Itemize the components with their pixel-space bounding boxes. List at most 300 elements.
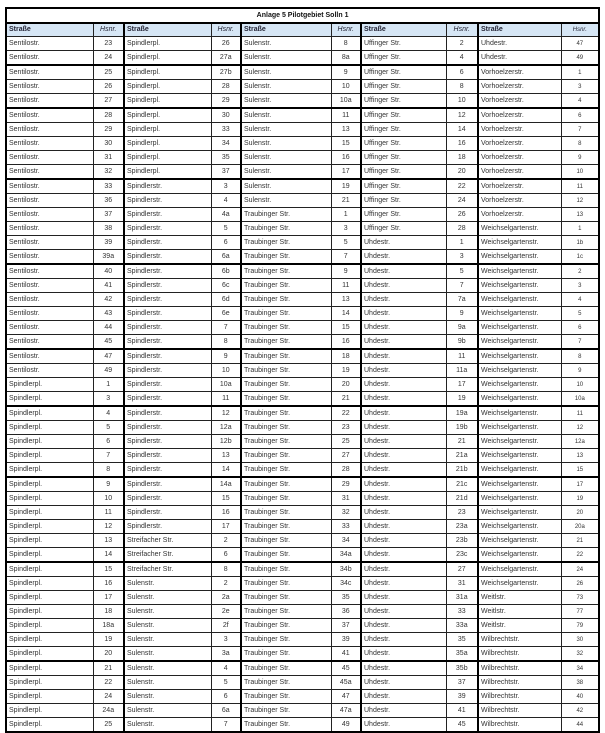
street-cell: Uffinger Str. (361, 165, 446, 180)
table-row (6, 321, 599, 335)
house-number-cell: 12 (561, 421, 599, 435)
street-cell: Traubinger Str. (241, 718, 331, 733)
street-cell: Vorhoelzerstr. (478, 65, 561, 80)
house-number-cell: 21c (446, 477, 478, 492)
table-row (6, 392, 599, 407)
house-number-cell: 6 (211, 690, 241, 704)
street-cell: Spindlerstr. (124, 406, 211, 421)
house-number-cell: 18 (331, 349, 361, 364)
street-cell: Spindlerpl. (6, 421, 93, 435)
street-cell: Uhdestr. (361, 562, 446, 577)
street-cell: Spindlerpl. (6, 406, 93, 421)
house-number-cell: 42 (93, 293, 124, 307)
street-cell: Uhdestr. (361, 506, 446, 520)
street-cell: Spindlerstr. (124, 392, 211, 407)
street-cell: Weichselgartenstr. (478, 534, 561, 548)
table-row (6, 690, 599, 704)
street-cell: Uffinger Str. (361, 37, 446, 51)
house-number-cell: 8 (93, 463, 124, 478)
house-number-cell: 14 (93, 548, 124, 563)
house-number-cell: 37 (331, 619, 361, 633)
street-cell: Spindlerpl. (6, 577, 93, 591)
table-row (6, 279, 599, 293)
street-cell: Traubinger Str. (241, 421, 331, 435)
street-cell: Spindlerstr. (124, 349, 211, 364)
street-cell: Spindlerstr. (124, 378, 211, 392)
house-number-cell: 16 (331, 151, 361, 165)
house-number-cell: 20 (93, 647, 124, 662)
street-cell: Spindlerpl. (124, 94, 211, 109)
street-cell: Sentilostr. (6, 208, 93, 222)
house-number-cell: 30 (93, 137, 124, 151)
house-number-cell: 27 (93, 94, 124, 109)
street-cell: Sulenstr. (124, 661, 211, 676)
header-number: Hsnr. (561, 23, 599, 37)
house-number-cell: 32 (93, 165, 124, 180)
table-row (6, 236, 599, 250)
house-number-cell: 2 (211, 577, 241, 591)
table-row (6, 619, 599, 633)
street-cell: Sulenstr. (124, 605, 211, 619)
street-cell: Spindlerstr. (124, 335, 211, 350)
house-number-cell: 45 (93, 335, 124, 350)
street-cell: Spindlerpl. (124, 137, 211, 151)
street-cell: Spindlerpl. (6, 661, 93, 676)
house-number-cell: 35b (446, 661, 478, 676)
house-number-cell: 12 (561, 194, 599, 208)
table-row (6, 435, 599, 449)
street-cell: Traubinger Str. (241, 293, 331, 307)
street-cell: Weichselgartenstr. (478, 520, 561, 534)
street-cell: Vorhoelzerstr. (478, 94, 561, 109)
header-number: Hsnr. (93, 23, 124, 37)
street-cell: Traubinger Str. (241, 548, 331, 563)
house-number-cell: 9a (446, 321, 478, 335)
house-number-cell: 11 (93, 506, 124, 520)
house-number-cell: 19 (561, 492, 599, 506)
house-number-cell: 9 (331, 65, 361, 80)
house-number-cell: 36 (331, 605, 361, 619)
house-number-cell: 9 (561, 364, 599, 378)
street-cell: Vorhoelzerstr. (478, 137, 561, 151)
street-cell: Uhdestr. (361, 577, 446, 591)
street-cell: Sentilostr. (6, 179, 93, 194)
table-row (6, 179, 599, 194)
street-cell: Traubinger Str. (241, 378, 331, 392)
house-number-cell: 5 (211, 676, 241, 690)
street-cell: Spindlerpl. (124, 165, 211, 180)
house-number-cell: 4 (211, 661, 241, 676)
street-cell: Spindlerstr. (124, 506, 211, 520)
house-number-cell: 9 (446, 307, 478, 321)
street-cell: Traubinger Str. (241, 250, 331, 265)
house-number-cell: 10 (331, 80, 361, 94)
house-number-cell: 8 (561, 349, 599, 364)
street-cell: Uffinger Str. (361, 179, 446, 194)
house-number-cell: 41 (446, 704, 478, 718)
street-cell: Spindlerpl. (124, 123, 211, 137)
house-number-cell: 8 (331, 37, 361, 51)
street-cell: Uhdestr. (361, 520, 446, 534)
house-number-cell: 32 (561, 647, 599, 662)
house-number-cell: 4 (211, 194, 241, 208)
house-number-cell: 28 (93, 108, 124, 123)
street-cell: Vorhoelzerstr. (478, 151, 561, 165)
house-number-cell: 6a (211, 704, 241, 718)
house-number-cell: 3 (93, 392, 124, 407)
street-cell: Sulenstr. (241, 65, 331, 80)
table-row (6, 577, 599, 591)
house-number-cell: 38 (93, 222, 124, 236)
street-cell: Uhdestr. (361, 690, 446, 704)
house-number-cell: 17 (211, 520, 241, 534)
house-number-cell: 19a (446, 406, 478, 421)
street-cell: Spindlerstr. (124, 293, 211, 307)
street-cell: Spindlerstr. (124, 208, 211, 222)
street-cell: Sulenstr. (241, 151, 331, 165)
table-row (6, 65, 599, 80)
street-cell: Sentilostr. (6, 307, 93, 321)
street-cell: Uhdestr. (361, 435, 446, 449)
house-number-cell: 31a (446, 591, 478, 605)
street-cell: Spindlerpl. (6, 449, 93, 463)
house-number-cell: 10 (446, 94, 478, 109)
address-table (5, 7, 600, 733)
house-number-cell: 13 (331, 123, 361, 137)
house-number-cell: 37 (93, 208, 124, 222)
street-cell: Uhdestr. (361, 661, 446, 676)
house-number-cell: 36 (93, 194, 124, 208)
table-row (6, 477, 599, 492)
house-number-cell: 18 (93, 605, 124, 619)
house-number-cell: 2 (446, 37, 478, 51)
house-number-cell: 40 (561, 690, 599, 704)
house-number-cell: 2e (211, 605, 241, 619)
street-cell: Traubinger Str. (241, 591, 331, 605)
street-cell: Traubinger Str. (241, 406, 331, 421)
house-number-cell: 24 (93, 51, 124, 66)
street-cell: Traubinger Str. (241, 435, 331, 449)
house-number-cell: 4a (211, 208, 241, 222)
street-cell: Uhdestr. (361, 591, 446, 605)
street-cell: Spindlerpl. (124, 51, 211, 66)
street-cell: Sentilostr. (6, 151, 93, 165)
house-number-cell: 7 (211, 321, 241, 335)
house-number-cell: 14 (211, 463, 241, 478)
house-number-cell: 26 (561, 577, 599, 591)
street-cell: Uhdestr. (361, 718, 446, 733)
house-number-cell: 8 (211, 562, 241, 577)
street-cell: Sulenstr. (241, 123, 331, 137)
house-number-cell: 24 (561, 562, 599, 577)
street-cell: Sentilostr. (6, 222, 93, 236)
street-cell: Sentilostr. (6, 279, 93, 293)
street-cell: Sentilostr. (6, 364, 93, 378)
house-number-cell: 28 (446, 222, 478, 236)
street-cell: Spindlerstr. (124, 449, 211, 463)
house-number-cell: 44 (93, 321, 124, 335)
house-number-cell: 20a (561, 520, 599, 534)
house-number-cell: 10 (211, 364, 241, 378)
street-cell: Weichselgartenstr. (478, 250, 561, 265)
street-cell: Weichselgartenstr. (478, 222, 561, 236)
house-number-cell: 35 (211, 151, 241, 165)
house-number-cell: 23b (446, 534, 478, 548)
street-cell: Spindlerpl. (6, 619, 93, 633)
house-number-cell: 24 (93, 690, 124, 704)
street-cell: Sulenstr. (241, 80, 331, 94)
house-number-cell: 10a (331, 94, 361, 109)
table-row (6, 264, 599, 279)
house-number-cell: 47a (331, 704, 361, 718)
street-cell: Traubinger Str. (241, 577, 331, 591)
house-number-cell: 22 (446, 179, 478, 194)
street-cell: Weichselgartenstr. (478, 449, 561, 463)
house-number-cell: 21 (331, 392, 361, 407)
house-number-cell: 11 (331, 279, 361, 293)
street-cell: Spindlerstr. (124, 264, 211, 279)
table-row (6, 718, 599, 733)
house-number-cell: 27 (331, 449, 361, 463)
street-cell: Uhdestr. (361, 548, 446, 563)
street-cell: Uhdestr. (361, 676, 446, 690)
house-number-cell: 13 (211, 449, 241, 463)
street-cell: Sulenstr. (124, 647, 211, 662)
house-number-cell: 8a (331, 51, 361, 66)
street-cell: Sentilostr. (6, 264, 93, 279)
table-row (6, 293, 599, 307)
table-row (6, 37, 599, 51)
house-number-cell: 21d (446, 492, 478, 506)
street-cell: Traubinger Str. (241, 492, 331, 506)
street-cell: Uhdestr. (361, 647, 446, 662)
street-cell: Spindlerpl. (6, 676, 93, 690)
street-cell: Sentilostr. (6, 250, 93, 265)
street-cell: Uhdestr. (361, 633, 446, 647)
house-number-cell: 45a (331, 676, 361, 690)
header-street: Straße (241, 23, 331, 37)
house-number-cell: 1 (561, 65, 599, 80)
street-cell: Traubinger Str. (241, 633, 331, 647)
table-row (6, 222, 599, 236)
house-number-cell: 31 (446, 577, 478, 591)
street-cell: Spindlerpl. (124, 65, 211, 80)
house-number-cell: 45 (446, 718, 478, 733)
street-cell: Sulenstr. (241, 179, 331, 194)
house-number-cell: 24a (93, 704, 124, 718)
house-number-cell: 18 (446, 151, 478, 165)
house-number-cell: 6 (446, 65, 478, 80)
street-cell: Traubinger Str. (241, 676, 331, 690)
house-number-cell: 23 (446, 506, 478, 520)
house-number-cell: 10a (211, 378, 241, 392)
house-number-cell: 34 (211, 137, 241, 151)
street-cell: Uhdestr. (361, 704, 446, 718)
street-cell: Spindlerpl. (6, 591, 93, 605)
house-number-cell: 34 (331, 534, 361, 548)
house-number-cell: 41 (331, 647, 361, 662)
street-cell: Traubinger Str. (241, 463, 331, 478)
street-cell: Sentilostr. (6, 335, 93, 350)
house-number-cell: 7 (93, 449, 124, 463)
street-cell: Streifacher Str. (124, 548, 211, 563)
table-row (6, 633, 599, 647)
house-number-cell: 17 (331, 165, 361, 180)
house-number-cell: 6e (211, 307, 241, 321)
house-number-cell: 20 (331, 378, 361, 392)
house-number-cell: 11 (331, 108, 361, 123)
house-number-cell: 27b (211, 65, 241, 80)
street-cell: Weitlstr. (478, 619, 561, 633)
street-cell: Spindlerstr. (124, 307, 211, 321)
street-cell: Weichselgartenstr. (478, 435, 561, 449)
house-number-cell: 2 (561, 264, 599, 279)
house-number-cell: 25 (331, 435, 361, 449)
table-row (6, 194, 599, 208)
house-number-cell: 5 (331, 236, 361, 250)
street-cell: Traubinger Str. (241, 349, 331, 364)
house-number-cell: 6 (561, 108, 599, 123)
house-number-cell: 14 (446, 123, 478, 137)
house-number-cell: 21 (446, 435, 478, 449)
house-number-cell: 3 (211, 179, 241, 194)
table-row (6, 520, 599, 534)
street-cell: Spindlerpl. (6, 477, 93, 492)
house-number-cell: 44 (561, 718, 599, 733)
house-number-cell: 3 (561, 80, 599, 94)
street-cell: Weitlstr. (478, 605, 561, 619)
street-cell: Uffinger Str. (361, 108, 446, 123)
street-cell: Streifacher Str. (124, 534, 211, 548)
house-number-cell: 47 (331, 690, 361, 704)
house-number-cell: 47 (561, 37, 599, 51)
street-cell: Traubinger Str. (241, 690, 331, 704)
street-cell: Uhdestr. (361, 279, 446, 293)
street-cell: Sentilostr. (6, 349, 93, 364)
house-number-cell: 11 (446, 349, 478, 364)
table-row (6, 123, 599, 137)
street-cell: Wilbrechtstr. (478, 676, 561, 690)
house-number-cell: 31 (331, 492, 361, 506)
street-cell: Traubinger Str. (241, 321, 331, 335)
house-number-cell: 13 (93, 534, 124, 548)
table-title: Anlage 5 Pilotgebiet Solln 1 (6, 8, 599, 23)
house-number-cell: 18a (93, 619, 124, 633)
house-number-cell: 13 (331, 293, 361, 307)
house-number-cell: 12b (211, 435, 241, 449)
house-number-cell: 6 (211, 236, 241, 250)
house-number-cell: 20 (561, 506, 599, 520)
house-number-cell: 16 (93, 577, 124, 591)
street-cell: Spindlerstr. (124, 492, 211, 506)
street-cell: Traubinger Str. (241, 279, 331, 293)
house-number-cell: 19b (446, 421, 478, 435)
street-cell: Spindlerpl. (6, 647, 93, 662)
street-cell: Weichselgartenstr. (478, 548, 561, 563)
street-cell: Weichselgartenstr. (478, 349, 561, 364)
street-cell: Traubinger Str. (241, 534, 331, 548)
header-street: Straße (124, 23, 211, 37)
house-number-cell: 5 (93, 421, 124, 435)
street-cell: Wilbrechtstr. (478, 633, 561, 647)
house-number-cell: 7 (331, 250, 361, 265)
street-cell: Weichselgartenstr. (478, 335, 561, 350)
street-cell: Spindlerpl. (6, 548, 93, 563)
house-number-cell: 1 (446, 236, 478, 250)
house-number-cell: 16 (331, 335, 361, 350)
house-number-cell: 29 (93, 123, 124, 137)
house-number-cell: 8 (446, 80, 478, 94)
table-row (6, 80, 599, 94)
street-cell: Uffinger Str. (361, 51, 446, 66)
house-number-cell: 15 (211, 492, 241, 506)
house-number-cell: 34a (331, 548, 361, 563)
house-number-cell: 5 (211, 222, 241, 236)
house-number-cell: 77 (561, 605, 599, 619)
street-cell: Traubinger Str. (241, 236, 331, 250)
table-row (6, 165, 599, 180)
house-number-cell: 9 (561, 151, 599, 165)
table-row (6, 534, 599, 548)
street-cell: Sentilostr. (6, 37, 93, 51)
house-number-cell: 30 (211, 108, 241, 123)
table-row (6, 421, 599, 435)
street-cell: Traubinger Str. (241, 605, 331, 619)
house-number-cell: 23 (93, 37, 124, 51)
table-row (6, 364, 599, 378)
street-cell: Uhdestr. (361, 264, 446, 279)
house-number-cell: 10a (561, 392, 599, 407)
street-cell: Spindlerpl. (6, 633, 93, 647)
house-number-cell: 12 (211, 406, 241, 421)
table-row (6, 591, 599, 605)
house-number-cell: 41 (93, 279, 124, 293)
header-number: Hsnr. (331, 23, 361, 37)
house-number-cell: 42 (561, 704, 599, 718)
street-cell: Uhdestr. (361, 335, 446, 350)
house-number-cell: 28 (331, 463, 361, 478)
house-number-cell: 33 (446, 605, 478, 619)
street-cell: Spindlerpl. (6, 463, 93, 478)
table-row (6, 378, 599, 392)
house-number-cell: 35a (446, 647, 478, 662)
house-number-cell: 33a (446, 619, 478, 633)
street-cell: Sentilostr. (6, 293, 93, 307)
header-street: Straße (6, 23, 93, 37)
street-cell: Sentilostr. (6, 137, 93, 151)
street-cell: Weichselgartenstr. (478, 293, 561, 307)
house-number-cell: 11 (211, 392, 241, 407)
street-cell: Uhdestr. (361, 619, 446, 633)
house-number-cell: 33 (331, 520, 361, 534)
street-cell: Sentilostr. (6, 108, 93, 123)
house-number-cell: 22 (93, 676, 124, 690)
house-number-cell: 7 (211, 718, 241, 733)
house-number-cell: 23c (446, 548, 478, 563)
street-cell: Sulenstr. (124, 619, 211, 633)
house-number-cell: 10 (93, 492, 124, 506)
table-row (6, 307, 599, 321)
house-number-cell: 23 (331, 421, 361, 435)
house-number-cell: 20 (446, 165, 478, 180)
house-number-cell: 11 (561, 406, 599, 421)
house-number-cell: 47 (93, 349, 124, 364)
table-body (6, 37, 599, 733)
house-number-cell: 6d (211, 293, 241, 307)
table-row (6, 647, 599, 662)
house-number-cell: 26 (211, 37, 241, 51)
house-number-cell: 4 (561, 94, 599, 109)
